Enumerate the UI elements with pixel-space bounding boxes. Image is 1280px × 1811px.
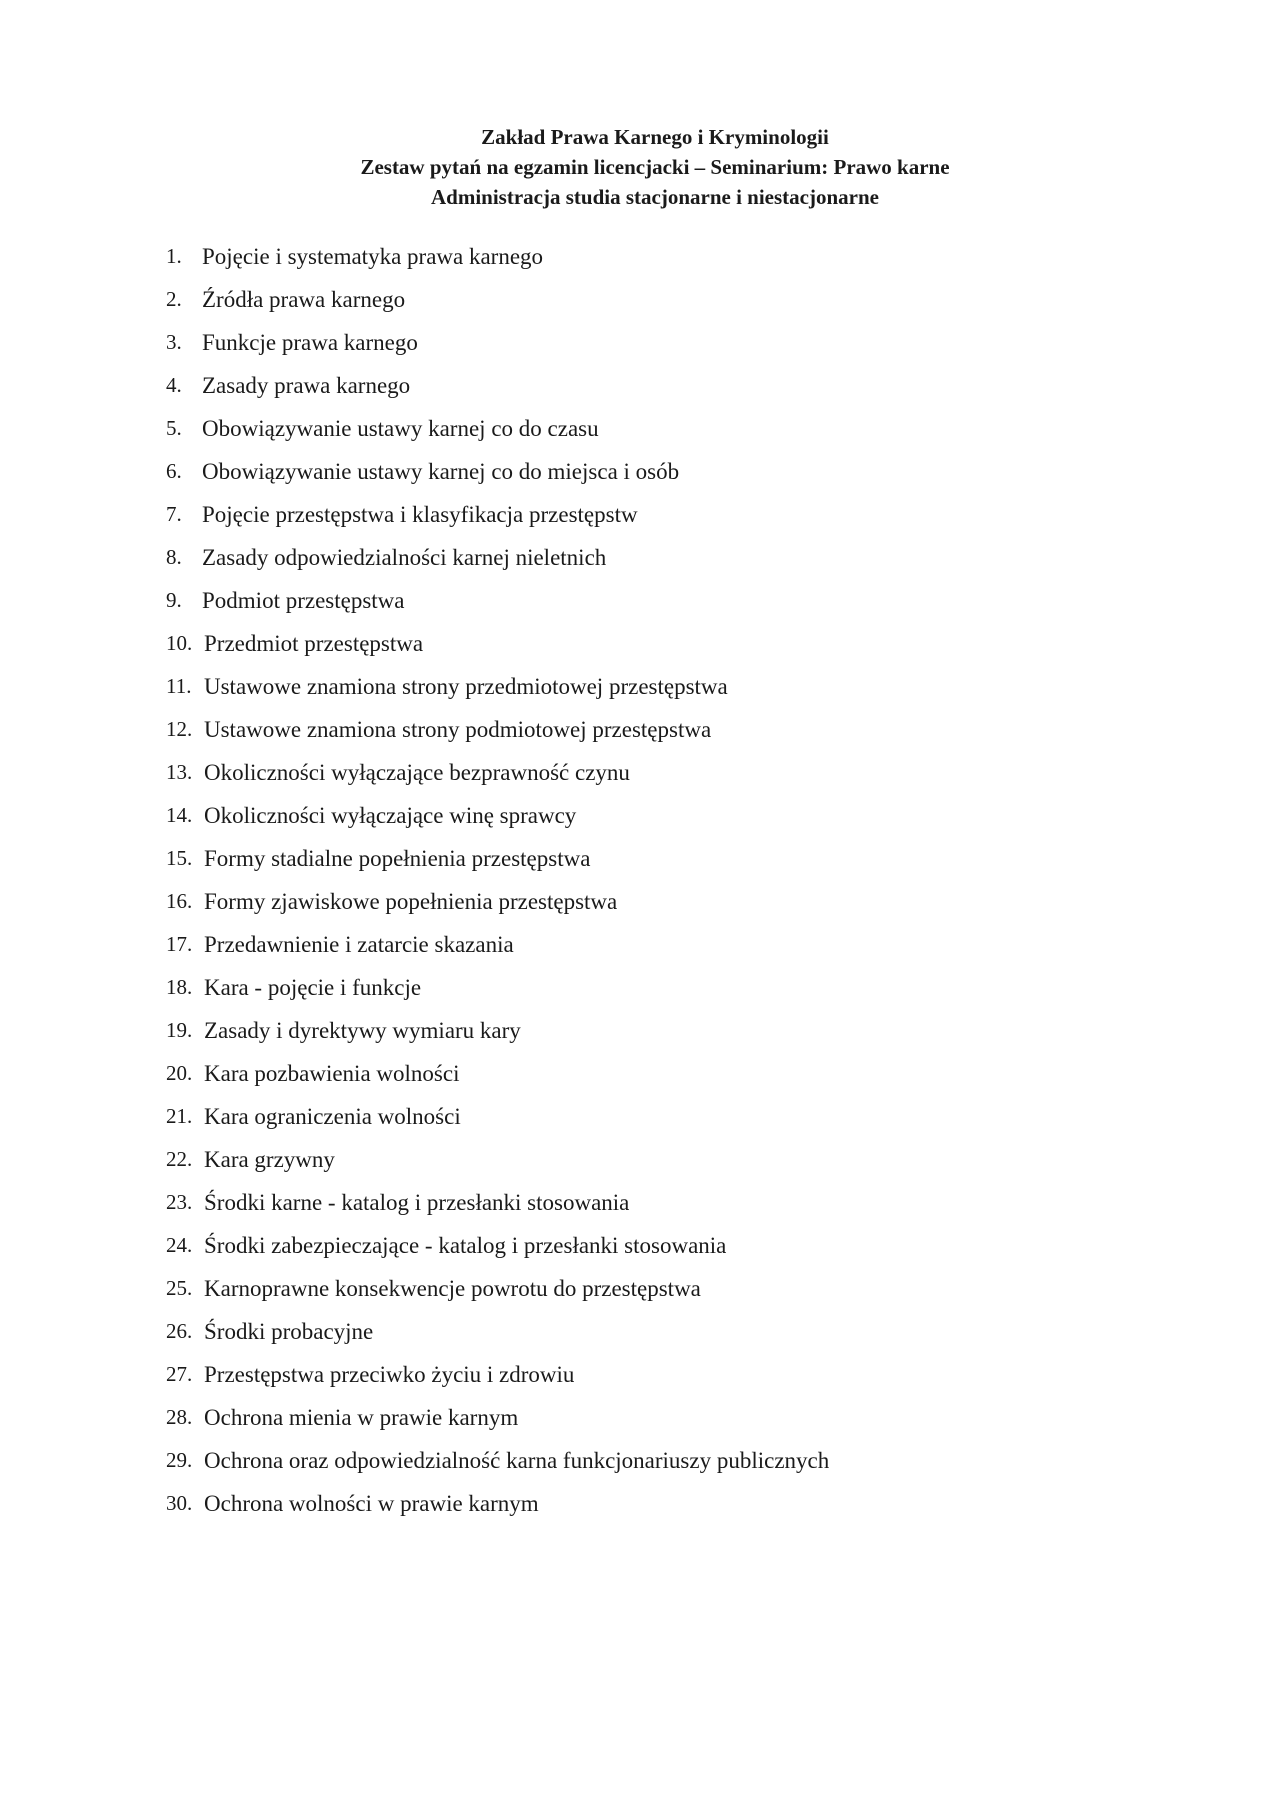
question-text: Podmiot przestępstwa (202, 588, 405, 613)
question-number: 24. (166, 1233, 193, 1257)
question-text: Środki zabezpieczające - katalog i przesłanki stosowania (204, 1233, 727, 1258)
question-text: Ochrona oraz odpowiedzialność karna funkcjonariuszy publicznych (204, 1448, 830, 1473)
question-number: 5. (166, 416, 182, 440)
question-item (166, 880, 1166, 923)
question-text: Przedawnienie i zatarcie skazania (204, 932, 514, 957)
question-item (166, 1439, 1166, 1482)
question-text: Zasady odpowiedzialności karnej nieletnich (202, 545, 607, 570)
question-item (166, 536, 1166, 579)
question-number: 14. (166, 803, 193, 827)
question-number: 13. (166, 760, 193, 784)
question-item (166, 1052, 1166, 1095)
question-number: 22. (166, 1147, 193, 1171)
question-item (166, 1396, 1166, 1439)
question-text: Kara grzywny (204, 1147, 335, 1172)
question-item (166, 708, 1166, 751)
question-number: 1. (166, 244, 182, 268)
question-item (166, 1009, 1166, 1052)
question-number: 29. (166, 1448, 193, 1472)
header-subtitle: Administracja studia stacjonarne i niestacjonarne (431, 185, 879, 209)
question-number: 25. (166, 1276, 193, 1300)
question-number: 2. (166, 287, 182, 311)
question-item (166, 493, 1166, 536)
header-department: Zakład Prawa Karnego i Kryminologii (481, 125, 829, 149)
question-item (166, 1353, 1166, 1396)
question-number: 19. (166, 1018, 193, 1042)
question-text: Środki probacyjne (204, 1319, 374, 1344)
question-number: 27. (166, 1362, 193, 1386)
question-text: Obowiązywanie ustawy karnej co do miejsca i osób (202, 459, 680, 484)
document-header (0, 122, 1280, 212)
question-number: 21. (166, 1104, 193, 1128)
question-item (166, 1181, 1166, 1224)
question-item (166, 1095, 1166, 1138)
question-item (166, 450, 1166, 493)
question-text: Pojęcie i systematyka prawa karnego (202, 244, 544, 269)
question-text: Formy zjawiskowe popełnienia przestępstwa (204, 889, 618, 914)
question-number: 28. (166, 1405, 193, 1429)
question-item (166, 278, 1166, 321)
question-number: 9. (166, 588, 182, 612)
question-number: 18. (166, 975, 193, 999)
question-number: 16. (166, 889, 193, 913)
question-item (166, 622, 1166, 665)
question-text: Źródła prawa karnego (202, 287, 406, 312)
question-item (166, 321, 1166, 364)
question-number: 6. (166, 459, 182, 483)
question-text: Ochrona wolności w prawie karnym (204, 1491, 539, 1516)
question-number: 23. (166, 1190, 193, 1214)
question-text: Ustawowe znamiona strony przedmiotowej przestępstwa (204, 674, 728, 699)
question-item (166, 665, 1166, 708)
question-number: 11. (166, 674, 192, 698)
question-text: Pojęcie przestępstwa i klasyfikacja przestępstw (202, 502, 638, 527)
header-title: Zestaw pytań na egzamin licencjacki – Seminarium: Prawo karne (360, 155, 950, 179)
question-text: Zasady prawa karnego (202, 373, 411, 398)
question-number: 3. (166, 330, 182, 354)
question-item (166, 837, 1166, 880)
question-text: Kara - pojęcie i funkcje (204, 975, 422, 1000)
question-number: 15. (166, 846, 193, 870)
question-item (166, 1138, 1166, 1181)
question-item (166, 1482, 1166, 1525)
question-item (166, 364, 1166, 407)
question-text: Ochrona mienia w prawie karnym (204, 1405, 519, 1430)
question-text: Okoliczności wyłączające bezprawność czynu (204, 760, 630, 785)
question-item (166, 966, 1166, 1009)
question-text: Ustawowe znamiona strony podmiotowej przestępstwa (204, 717, 712, 742)
question-number: 17. (166, 932, 193, 956)
question-item (166, 1224, 1166, 1267)
question-number: 10. (166, 631, 193, 655)
question-number: 4. (166, 373, 182, 397)
question-item (166, 751, 1166, 794)
question-number: 20. (166, 1061, 193, 1085)
question-text: Obowiązywanie ustawy karnej co do czasu (202, 416, 599, 441)
question-list (166, 235, 1166, 1525)
question-text: Karnoprawne konsekwencje powrotu do przestępstwa (204, 1276, 701, 1301)
question-text: Kara ograniczenia wolności (204, 1104, 461, 1129)
question-item (166, 794, 1166, 837)
question-text: Kara pozbawienia wolności (204, 1061, 460, 1086)
question-number: 7. (166, 502, 182, 526)
question-text: Funkcje prawa karnego (202, 330, 418, 355)
question-number: 26. (166, 1319, 193, 1343)
question-item (166, 579, 1166, 622)
question-text: Formy stadialne popełnienia przestępstwa (204, 846, 591, 871)
question-text: Okoliczności wyłączające winę sprawcy (204, 803, 577, 828)
question-text: Przestępstwa przeciwko życiu i zdrowiu (204, 1362, 575, 1387)
question-text: Środki karne - katalog i przesłanki stosowania (204, 1190, 630, 1215)
question-item (166, 1310, 1166, 1353)
question-item (166, 1267, 1166, 1310)
question-text: Przedmiot przestępstwa (204, 631, 424, 656)
question-number: 30. (166, 1491, 193, 1515)
question-number: 8. (166, 545, 182, 569)
question-number: 12. (166, 717, 193, 741)
question-item (166, 407, 1166, 450)
question-text: Zasady i dyrektywy wymiaru kary (204, 1018, 521, 1043)
question-item (166, 923, 1166, 966)
question-item (166, 235, 1166, 278)
